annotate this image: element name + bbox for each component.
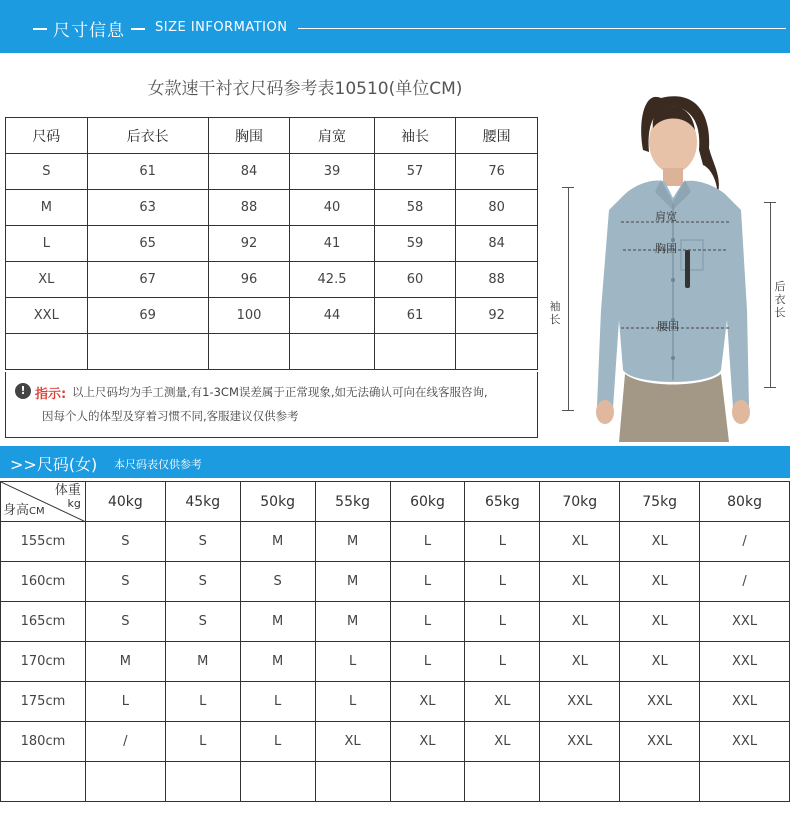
recommended-size-cell: M	[240, 522, 315, 562]
recommended-size-cell: XXL	[700, 722, 790, 762]
recommended-size-cell	[315, 762, 390, 802]
back-length-measure-line	[770, 202, 771, 387]
recommended-size-cell	[700, 762, 790, 802]
measure-cell: 96	[208, 262, 290, 298]
measure-tick	[764, 202, 776, 203]
recommend-title: >>尺码(女)	[10, 455, 98, 474]
recommended-size-cell: L	[390, 522, 465, 562]
weight-header: 55kg	[315, 482, 390, 522]
col-header: 腰围	[456, 118, 538, 154]
title-dash-left	[33, 28, 47, 30]
recommended-size-cell: /	[700, 522, 790, 562]
measure-cell	[290, 334, 374, 370]
size-chart-row	[6, 190, 538, 226]
recommended-size-cell: M	[315, 562, 390, 602]
col-header: 后衣长	[87, 118, 208, 154]
recommended-size-cell: /	[85, 722, 165, 762]
recommend-row	[1, 522, 790, 562]
recommended-size-cell: XL	[390, 722, 465, 762]
corner-height-unit: CM	[29, 506, 45, 517]
recommended-size-cell: S	[165, 562, 240, 602]
recommended-size-cell: S	[165, 522, 240, 562]
col-header: 尺码	[6, 118, 88, 154]
weight-header: 60kg	[390, 482, 465, 522]
note-text: 以上尺码均为手工测量,有1-3CM误差属于正常现象,如无法确认可向在线客服咨询,	[72, 385, 488, 399]
recommended-size-cell: XL	[540, 522, 620, 562]
recommended-size-cell: XL	[315, 722, 390, 762]
shoulder-label: 肩宽	[655, 210, 677, 223]
col-header: 肩宽	[290, 118, 374, 154]
header-banner	[0, 0, 790, 53]
corner-weight	[55, 484, 81, 510]
measure-cell: 100	[208, 298, 290, 334]
size-chart-table	[5, 117, 538, 370]
height-cell: 180cm	[1, 722, 86, 762]
recommended-size-cell: XXL	[620, 722, 700, 762]
recommend-subtitle: 本尺码表仅供参考	[114, 458, 202, 471]
measure-cell: 76	[456, 154, 538, 190]
weight-header: 65kg	[465, 482, 540, 522]
recommend-row	[1, 682, 790, 722]
measure-tick	[764, 387, 776, 388]
recommended-size-cell: XXL	[700, 602, 790, 642]
recommended-size-cell: XXL	[540, 722, 620, 762]
recommended-size-cell: M	[240, 642, 315, 682]
recommended-size-cell: S	[165, 602, 240, 642]
recommended-size-cell: L	[165, 722, 240, 762]
recommended-size-cell: L	[390, 642, 465, 682]
recommended-size-cell	[390, 762, 465, 802]
size-chart-row	[6, 226, 538, 262]
recommended-size-cell: L	[85, 682, 165, 722]
recommended-size-cell: L	[315, 642, 390, 682]
size-chart-body	[6, 154, 538, 370]
measure-cell: 80	[456, 190, 538, 226]
size-cell: L	[6, 226, 88, 262]
recommended-size-cell: L	[315, 682, 390, 722]
recommended-size-cell: XL	[540, 642, 620, 682]
recommended-size-cell: L	[240, 722, 315, 762]
corner-weight-unit: kg	[67, 497, 81, 510]
waist-label: 腰围	[657, 320, 679, 333]
size-chart-row	[6, 334, 538, 370]
note-label: 指示:	[35, 387, 67, 402]
sleeve-label: 袖长	[549, 300, 561, 326]
measure-cell: 41	[290, 226, 374, 262]
chest-label: 胸围	[655, 242, 677, 255]
height-cell	[1, 762, 86, 802]
height-cell: 165cm	[1, 602, 86, 642]
measure-cell	[374, 334, 456, 370]
measure-cell: 61	[87, 154, 208, 190]
recommended-size-cell	[85, 762, 165, 802]
measure-cell: 67	[87, 262, 208, 298]
measure-cell: 39	[290, 154, 374, 190]
corner-cell	[1, 482, 86, 522]
recommended-size-cell	[620, 762, 700, 802]
size-cell: S	[6, 154, 88, 190]
recommended-size-cell	[465, 762, 540, 802]
recommended-size-cell: M	[315, 522, 390, 562]
measure-cell: 44	[290, 298, 374, 334]
warning-icon: !	[15, 383, 31, 399]
recommend-header-row	[1, 482, 790, 522]
measure-cell: 40	[290, 190, 374, 226]
measure-cell: 60	[374, 262, 456, 298]
weight-header: 40kg	[85, 482, 165, 522]
measure-cell: 88	[208, 190, 290, 226]
height-cell: 160cm	[1, 562, 86, 602]
measure-cell: 57	[374, 154, 456, 190]
recommended-size-cell: L	[465, 522, 540, 562]
recommended-size-cell: XL	[620, 642, 700, 682]
recommended-size-cell: S	[85, 602, 165, 642]
recommended-size-cell: XXL	[620, 682, 700, 722]
recommended-size-cell: XXL	[700, 642, 790, 682]
recommended-size-cell: XL	[465, 722, 540, 762]
measure-cell: 65	[87, 226, 208, 262]
note-text: 因每个人的体型及穿着习惯不同,客服建议仅供参考	[42, 409, 299, 423]
measure-cell: 59	[374, 226, 456, 262]
recommended-size-cell: M	[315, 602, 390, 642]
weight-header: 80kg	[700, 482, 790, 522]
measure-cell: 92	[456, 298, 538, 334]
recommended-size-cell: XL	[540, 562, 620, 602]
recommended-size-cell: S	[85, 522, 165, 562]
measure-tick	[562, 187, 574, 188]
measure-cell: 42.5	[290, 262, 374, 298]
recommended-size-cell: XL	[620, 602, 700, 642]
recommended-size-cell: /	[700, 562, 790, 602]
col-header: 胸围	[208, 118, 290, 154]
recommended-size-cell: XL	[620, 562, 700, 602]
recommended-size-cell: XXL	[700, 682, 790, 722]
header-title-en: SIZE INFORMATION	[155, 20, 288, 35]
measure-cell	[208, 334, 290, 370]
recommended-size-cell	[240, 762, 315, 802]
measure-cell: 69	[87, 298, 208, 334]
measure-cell: 63	[87, 190, 208, 226]
size-chart-title: 女款速干衬衣尺码参考表10510(单位CM)	[147, 79, 463, 99]
recommend-row	[1, 762, 790, 802]
sleeve-measure-line	[568, 187, 569, 410]
measure-cell: 61	[374, 298, 456, 334]
recommended-size-cell: XL	[390, 682, 465, 722]
corner-height-label: 身高	[3, 503, 30, 518]
header-rule	[298, 28, 786, 29]
recommended-size-cell: L	[465, 602, 540, 642]
recommend-table	[0, 481, 790, 802]
recommended-size-cell	[540, 762, 620, 802]
recommended-size-cell: XXL	[540, 682, 620, 722]
size-chart-header-row	[6, 118, 538, 154]
height-cell: 170cm	[1, 642, 86, 682]
note-box	[5, 372, 538, 438]
measure-cell: 92	[208, 226, 290, 262]
size-cell: M	[6, 190, 88, 226]
weight-header: 50kg	[240, 482, 315, 522]
recommended-size-cell: XL	[540, 602, 620, 642]
recommended-size-cell: L	[465, 562, 540, 602]
size-chart-row	[6, 262, 538, 298]
size-cell: XL	[6, 262, 88, 298]
recommended-size-cell: L	[390, 602, 465, 642]
recommended-size-cell: S	[240, 562, 315, 602]
recommended-size-cell: L	[165, 682, 240, 722]
size-cell	[6, 334, 88, 370]
col-header: 袖长	[374, 118, 456, 154]
recommend-row	[1, 722, 790, 762]
measure-cell: 88	[456, 262, 538, 298]
title-dash-right	[131, 28, 145, 30]
recommended-size-cell: L	[465, 642, 540, 682]
recommend-row	[1, 642, 790, 682]
recommend-banner	[0, 446, 790, 478]
recommended-size-cell: M	[165, 642, 240, 682]
model-illustration	[543, 70, 790, 442]
recommended-size-cell: XL	[620, 522, 700, 562]
recommended-size-cell: XL	[465, 682, 540, 722]
size-cell: XXL	[6, 298, 88, 334]
weight-header: 45kg	[165, 482, 240, 522]
recommended-size-cell: L	[390, 562, 465, 602]
corner-height	[3, 499, 45, 518]
measure-cell: 58	[374, 190, 456, 226]
size-chart-row	[6, 154, 538, 190]
recommend-row	[1, 562, 790, 602]
recommend-body	[1, 482, 790, 802]
recommended-size-cell: L	[240, 682, 315, 722]
height-cell: 155cm	[1, 522, 86, 562]
header-title-cn: 尺寸信息	[53, 21, 125, 41]
measure-cell: 84	[456, 226, 538, 262]
measure-cell	[456, 334, 538, 370]
measure-cell: 84	[208, 154, 290, 190]
size-chart-row	[6, 298, 538, 334]
back-length-label: 后衣长	[774, 280, 786, 319]
weight-header: 75kg	[620, 482, 700, 522]
recommended-size-cell: M	[85, 642, 165, 682]
recommended-size-cell: S	[85, 562, 165, 602]
model-figure	[543, 70, 790, 442]
height-cell: 175cm	[1, 682, 86, 722]
recommend-row	[1, 602, 790, 642]
recommended-size-cell	[165, 762, 240, 802]
recommended-size-cell: M	[240, 602, 315, 642]
weight-header: 70kg	[540, 482, 620, 522]
measure-tick	[562, 410, 574, 411]
corner-weight-label: 体重	[54, 483, 81, 498]
measure-cell	[87, 334, 208, 370]
